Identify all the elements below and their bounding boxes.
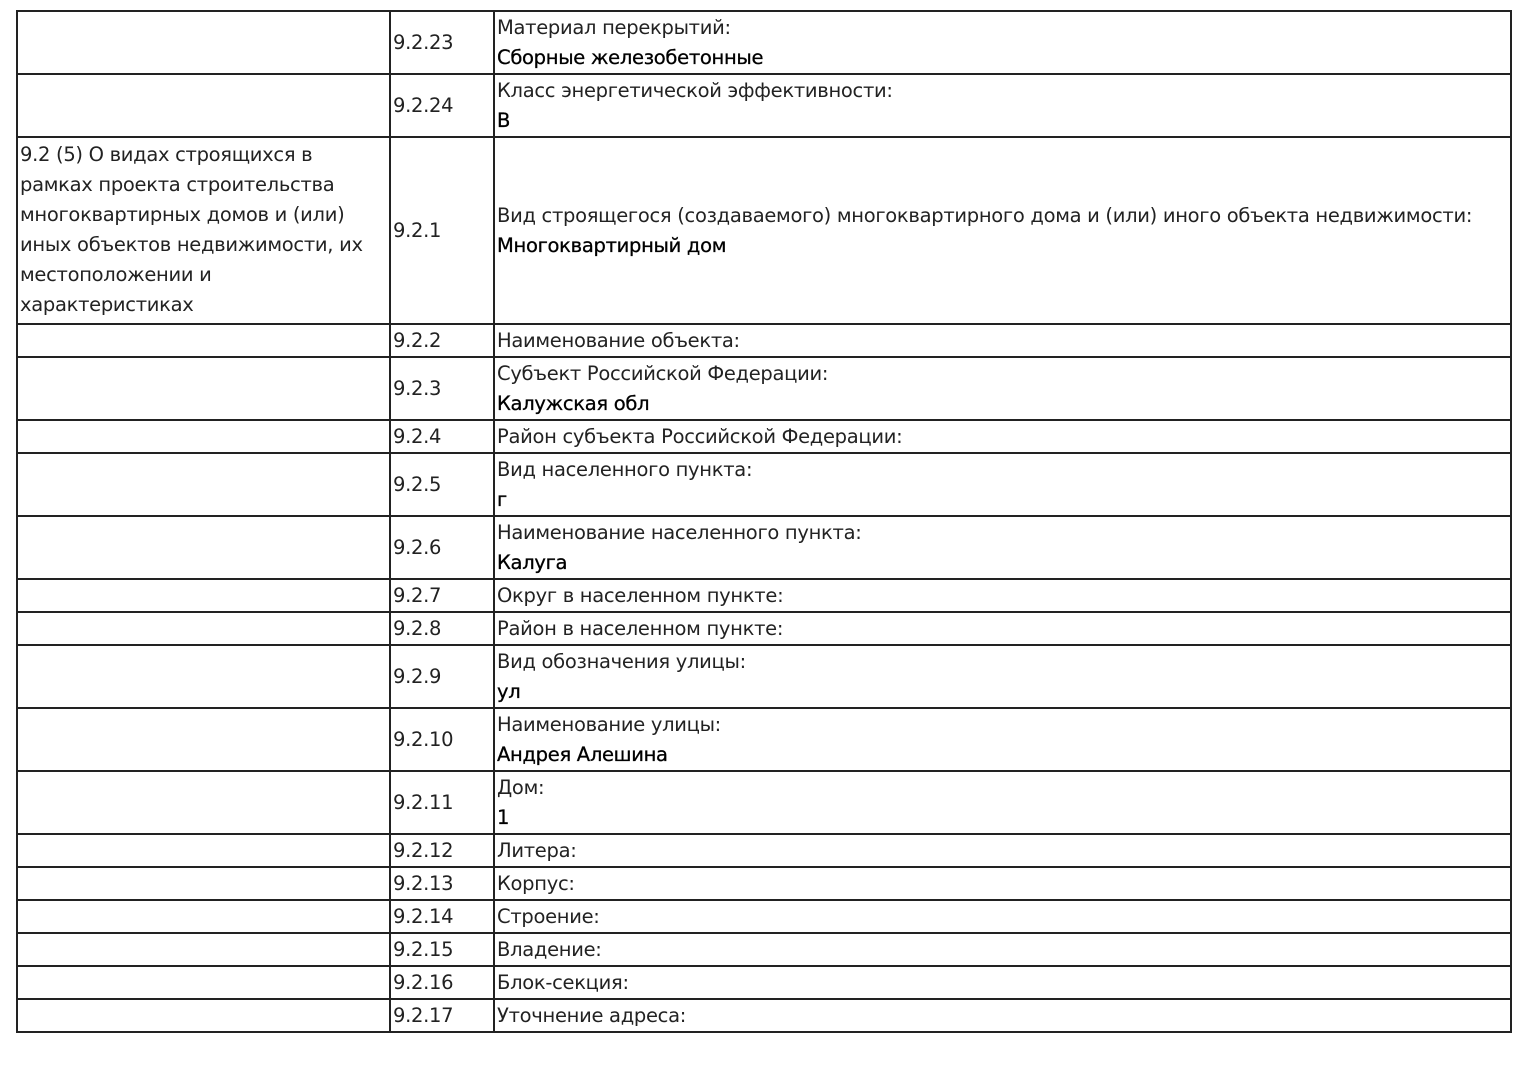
item-content	[494, 933, 1511, 966]
table-row	[17, 867, 1511, 900]
table-row	[17, 74, 1511, 137]
table-row	[17, 453, 1511, 516]
item-value: г	[497, 487, 507, 511]
item-number: 9.2.1	[390, 137, 494, 324]
item-label: Район субъекта Российской Федерации:	[497, 424, 903, 448]
section-cell	[17, 516, 390, 579]
item-value: Сборные железобетонные	[497, 45, 764, 69]
item-label: Вид населенного пункта:	[497, 457, 753, 481]
table-row	[17, 612, 1511, 645]
item-content	[494, 708, 1511, 771]
item-label: Округ в населенном пункте:	[497, 583, 784, 607]
item-content	[494, 11, 1511, 74]
item-label: Дом:	[497, 775, 545, 799]
item-number: 9.2.5	[390, 453, 494, 516]
item-content	[494, 966, 1511, 999]
item-number: 9.2.3	[390, 357, 494, 420]
declaration-table	[16, 10, 1512, 1033]
section-cell	[17, 867, 390, 900]
table-row	[17, 933, 1511, 966]
table-row	[17, 324, 1511, 357]
item-number: 9.2.9	[390, 645, 494, 708]
item-content	[494, 420, 1511, 453]
item-number: 9.2.6	[390, 516, 494, 579]
item-number: 9.2.10	[390, 708, 494, 771]
item-content	[494, 324, 1511, 357]
item-value: Многоквартирный дом	[497, 233, 727, 257]
item-number: 9.2.8	[390, 612, 494, 645]
item-number: 9.2.12	[390, 834, 494, 867]
item-value: Калужская обл	[497, 391, 650, 415]
item-value: Андрея Алешина	[497, 742, 668, 766]
table-row	[17, 137, 1511, 324]
item-label: Строение:	[497, 904, 600, 928]
section-cell	[17, 357, 390, 420]
item-label: Субъект Российской Федерации:	[497, 361, 829, 385]
item-number: 9.2.11	[390, 771, 494, 834]
item-content	[494, 579, 1511, 612]
section-cell	[17, 420, 390, 453]
item-content	[494, 867, 1511, 900]
item-label: Класс энергетической эффективности:	[497, 78, 893, 102]
item-value: ул	[497, 679, 521, 703]
item-label: Блок-секция:	[497, 970, 629, 994]
table-row	[17, 11, 1511, 74]
item-label: Уточнение адреса:	[497, 1003, 687, 1027]
table-row	[17, 579, 1511, 612]
section-cell	[17, 834, 390, 867]
item-content	[494, 453, 1511, 516]
item-number: 9.2.13	[390, 867, 494, 900]
table-row	[17, 999, 1511, 1032]
item-value: В	[497, 108, 511, 132]
item-number: 9.2.15	[390, 933, 494, 966]
section-cell	[17, 74, 390, 137]
item-label: Наименование объекта:	[497, 328, 740, 352]
item-content	[494, 900, 1511, 933]
section-cell	[17, 999, 390, 1032]
item-content	[494, 645, 1511, 708]
table-row	[17, 516, 1511, 579]
item-number: 9.2.2	[390, 324, 494, 357]
item-label: Корпус:	[497, 871, 575, 895]
item-label: Материал перекрытий:	[497, 15, 731, 39]
item-number: 9.2.16	[390, 966, 494, 999]
table-row	[17, 771, 1511, 834]
section-title: 9.2 (5) О видах строящихся в рамках проекта строительства многоквартирных домов и (или) иных объектов недвижимости, их местоположении и характеристиках	[17, 137, 390, 324]
section-cell	[17, 966, 390, 999]
table-row	[17, 834, 1511, 867]
item-value: 1	[497, 805, 510, 829]
section-cell	[17, 900, 390, 933]
item-content	[494, 516, 1511, 579]
section-cell	[17, 771, 390, 834]
item-value: Калуга	[497, 550, 568, 574]
item-content	[494, 999, 1511, 1032]
item-label: Наименование населенного пункта:	[497, 520, 862, 544]
table-row	[17, 900, 1511, 933]
item-label: Район в населенном пункте:	[497, 616, 784, 640]
item-number: 9.2.14	[390, 900, 494, 933]
table-row	[17, 966, 1511, 999]
item-number: 9.2.24	[390, 74, 494, 137]
item-label: Литера:	[497, 838, 577, 862]
item-label: Владение:	[497, 937, 602, 961]
section-cell	[17, 612, 390, 645]
item-label: Вид строящегося (создаваемого) многоквартирного дома и (или) иного объекта недвижимости:	[497, 203, 1473, 227]
item-number: 9.2.4	[390, 420, 494, 453]
section-cell	[17, 933, 390, 966]
item-number: 9.2.7	[390, 579, 494, 612]
table-row	[17, 645, 1511, 708]
item-label: Вид обозначения улицы:	[497, 649, 746, 673]
table-row	[17, 708, 1511, 771]
table-row	[17, 420, 1511, 453]
section-cell	[17, 708, 390, 771]
section-cell	[17, 579, 390, 612]
item-number: 9.2.23	[390, 11, 494, 74]
item-content	[494, 612, 1511, 645]
item-label: Наименование улицы:	[497, 712, 721, 736]
section-cell	[17, 453, 390, 516]
item-content	[494, 357, 1511, 420]
item-content	[494, 74, 1511, 137]
item-content	[494, 834, 1511, 867]
section-cell	[17, 645, 390, 708]
item-content	[494, 137, 1511, 324]
item-content	[494, 771, 1511, 834]
item-number: 9.2.17	[390, 999, 494, 1032]
section-cell	[17, 324, 390, 357]
table-row	[17, 357, 1511, 420]
section-cell	[17, 11, 390, 74]
